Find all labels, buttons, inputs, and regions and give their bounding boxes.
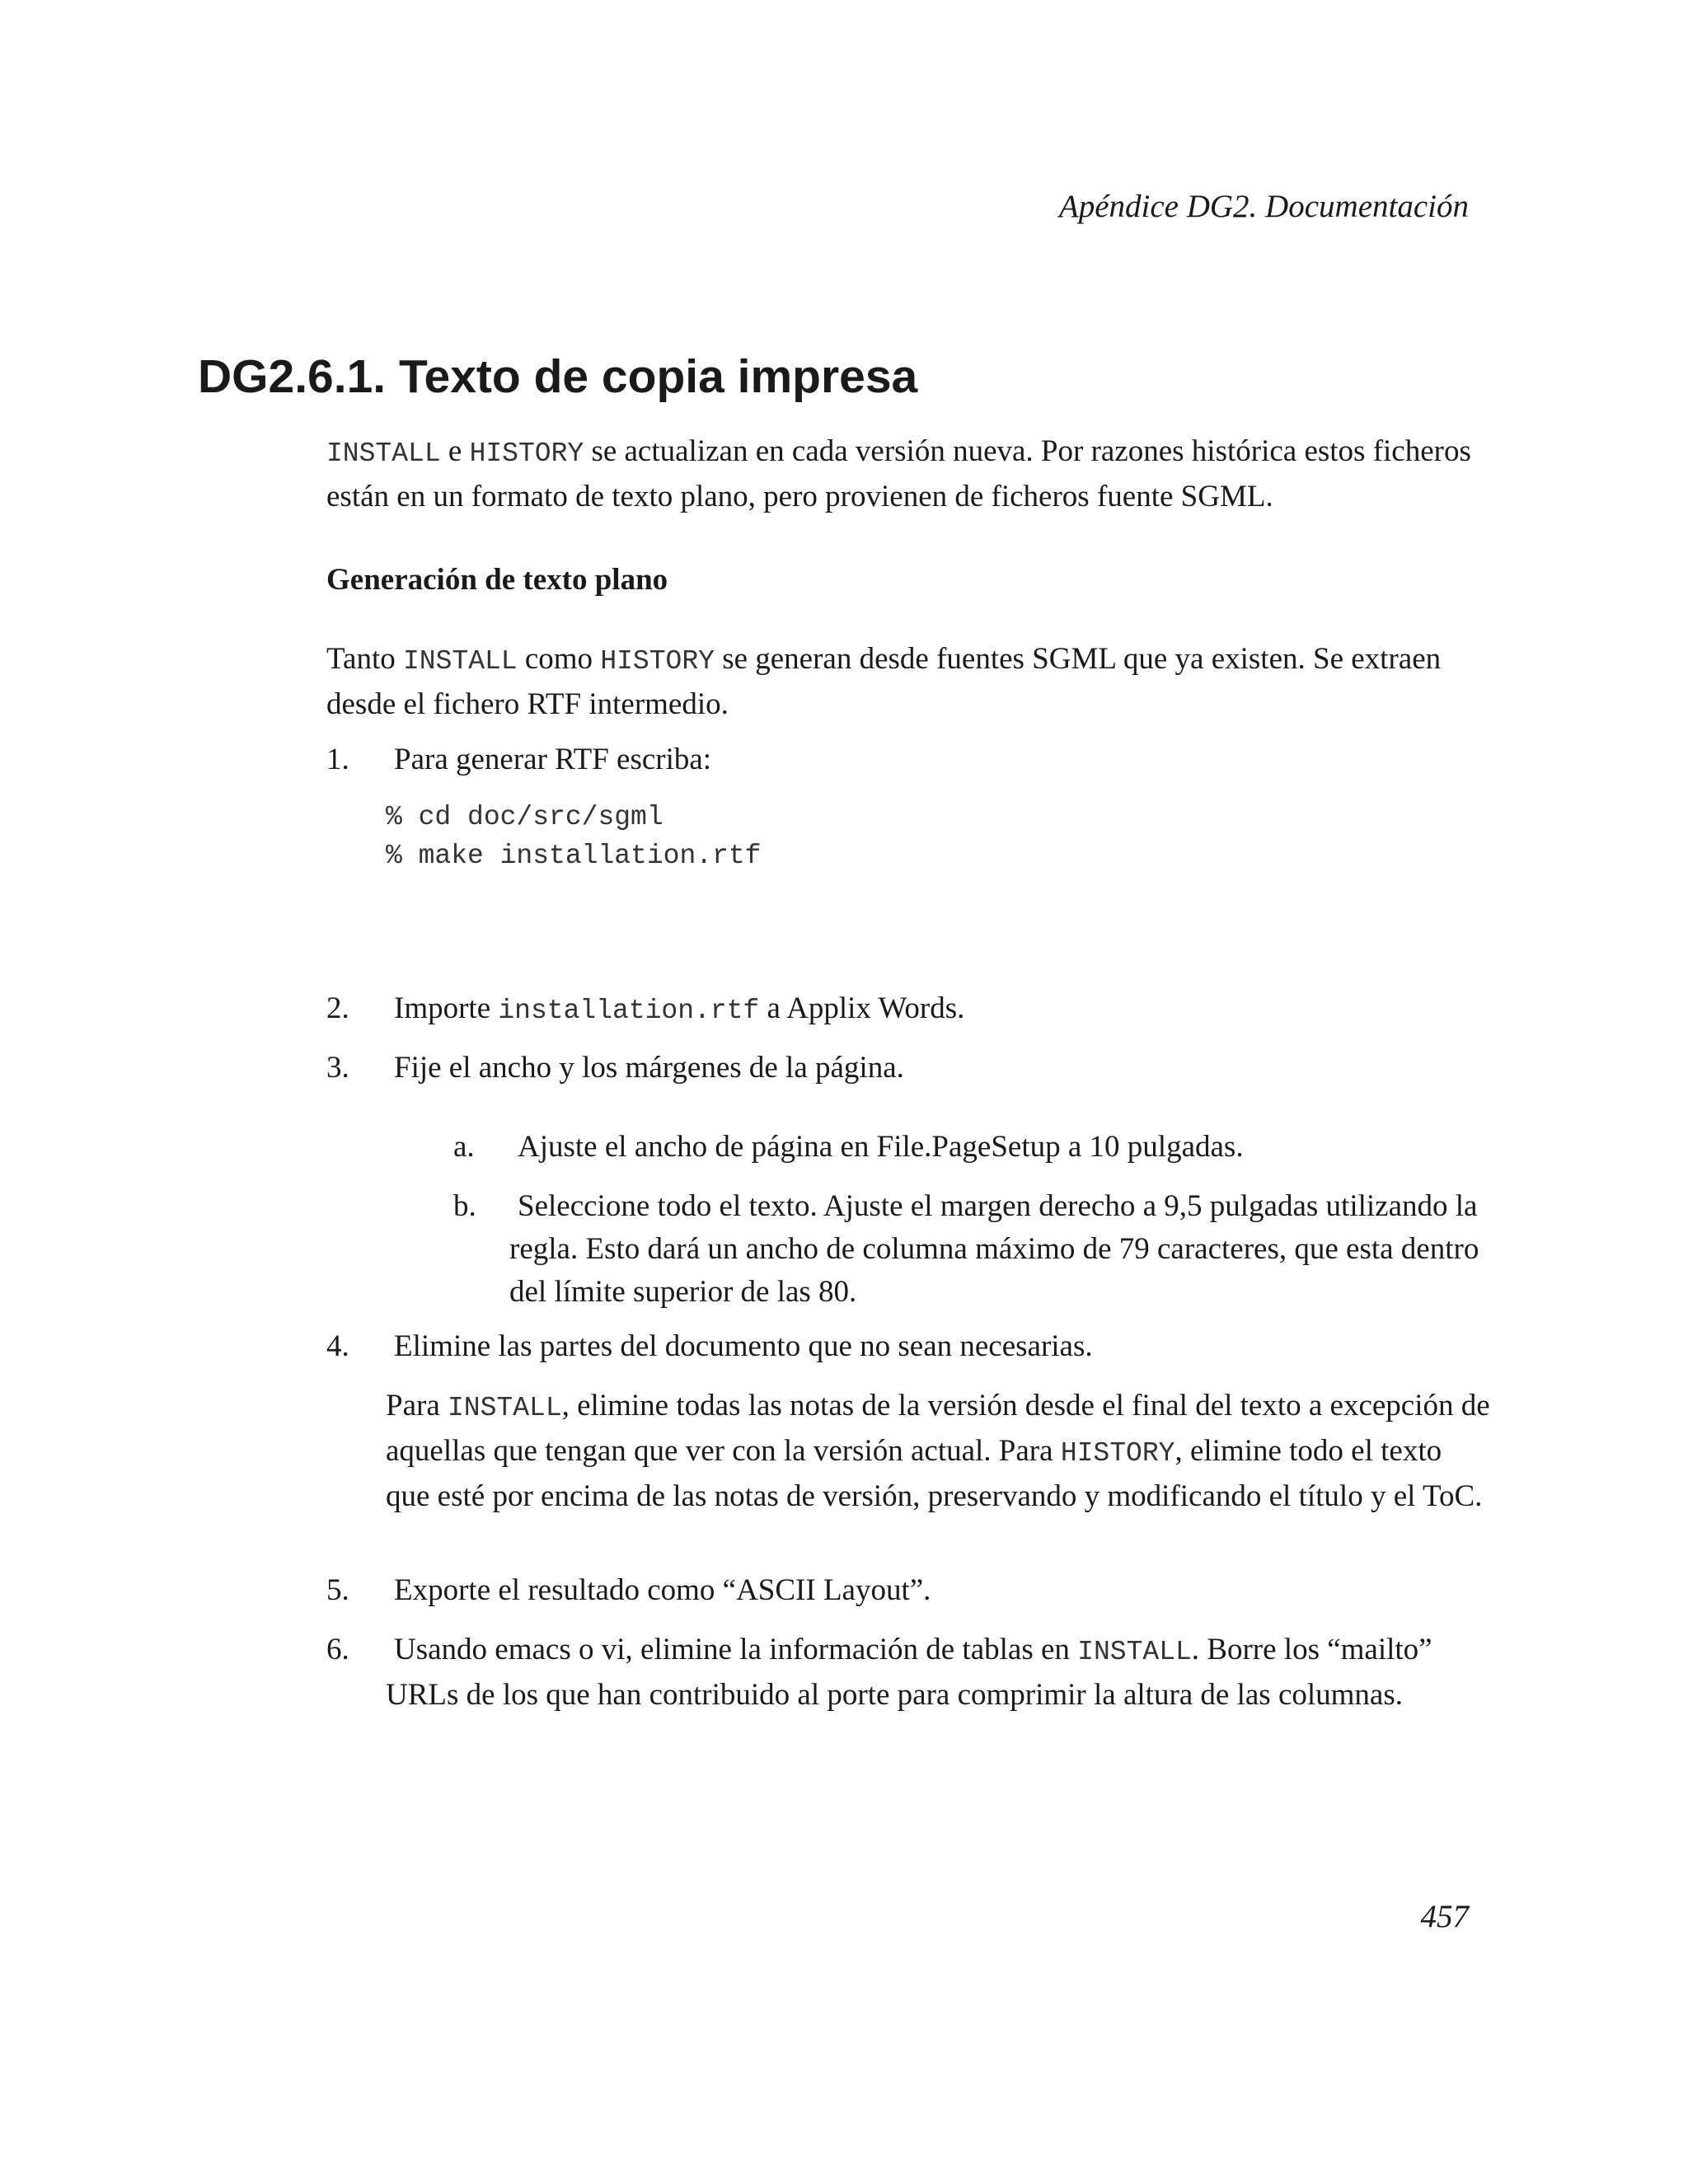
list-item bbox=[326, 1325, 1489, 1368]
list-item-text: Usando emacs o vi, elimine la información de tablas en INSTALL. Borre los “mailto” URLs de los que han contribuido al porte para comprimir la altura de las columnas. bbox=[386, 1633, 1432, 1712]
list-item bbox=[326, 1047, 1489, 1090]
sub-list-item bbox=[453, 1185, 1484, 1314]
list-item bbox=[326, 738, 1489, 781]
list-item-paragraph: Para INSTALL, elimine todas las notas de la versión desde el final del texto a excepción de aquellas que tengan que ver con la versión actual. Para HISTORY, elimine todo el texto que esté por encima de las notas de versión, preservando y modificando el título y el ToC. bbox=[386, 1389, 1490, 1513]
list-number: 4. bbox=[326, 1329, 349, 1363]
list-number: 1. bbox=[326, 743, 349, 776]
paragraph: Tanto INSTALL como HISTORY se generan desde fuentes SGML que ya existen. Se extraen desde el fichero RTF intermedio. bbox=[326, 642, 1442, 721]
subsection-title: Generación de texto plano bbox=[326, 563, 668, 597]
list-item-text: Elimine las partes del documento que no sean necesarias. bbox=[394, 1329, 1093, 1363]
inline-code: INSTALL bbox=[1077, 1637, 1192, 1667]
list-letter: b. bbox=[453, 1189, 476, 1223]
list-number: 2. bbox=[326, 991, 349, 1025]
list-item-text: Importe installation.rtf a Applix Words. bbox=[394, 991, 965, 1026]
list-item-text: Ajuste el ancho de página en File.PageSetup a 10 pulgadas. bbox=[518, 1130, 1244, 1164]
list-item-text: Fije el ancho y los márgenes de la página. bbox=[394, 1051, 904, 1085]
inline-code: HISTORY bbox=[469, 438, 584, 469]
inline-code: HISTORY bbox=[1060, 1438, 1175, 1469]
inline-code: INSTALL bbox=[402, 646, 518, 677]
list-item bbox=[326, 1629, 1489, 1717]
list-number: 3. bbox=[326, 1051, 349, 1085]
list-item bbox=[326, 1569, 1489, 1612]
list-item-text: Exporte el resultado como “ASCII Layout”. bbox=[394, 1573, 931, 1607]
page-number: 457 bbox=[1420, 1899, 1469, 1934]
list-number: 6. bbox=[326, 1633, 349, 1666]
list-number: 5. bbox=[326, 1573, 349, 1607]
running-header: Apéndice DG2. Documentación bbox=[1058, 189, 1469, 224]
section-title: DG2.6.1. Texto de copia impresa bbox=[198, 350, 918, 403]
list-letter: a. bbox=[453, 1130, 475, 1164]
inline-code: INSTALL bbox=[448, 1393, 562, 1423]
code-block: % cd doc/src/sgml % make installation.rtf bbox=[386, 802, 762, 871]
list-item-text: Seleccione todo el texto. Ajuste el margen derecho a 9,5 pulgadas utilizando la regla. Esto dará un ancho de columna máximo de 79 caracteres, que esta dentro del límite superior de las 80. bbox=[509, 1189, 1479, 1309]
list-item-text: Para generar RTF escriba: bbox=[394, 743, 712, 776]
inline-code: HISTORY bbox=[600, 646, 715, 677]
intro-paragraph: INSTALL e HISTORY se actualizan en cada versión nueva. Por razones histórica estos ficheros están en un formato de texto plano, pero provienen de ficheros fuente SGML. bbox=[326, 434, 1471, 513]
sub-list-item bbox=[453, 1126, 1484, 1169]
inline-code: installation.rtf bbox=[498, 996, 760, 1026]
list-item bbox=[326, 987, 1489, 1033]
inline-code: INSTALL bbox=[326, 438, 441, 469]
